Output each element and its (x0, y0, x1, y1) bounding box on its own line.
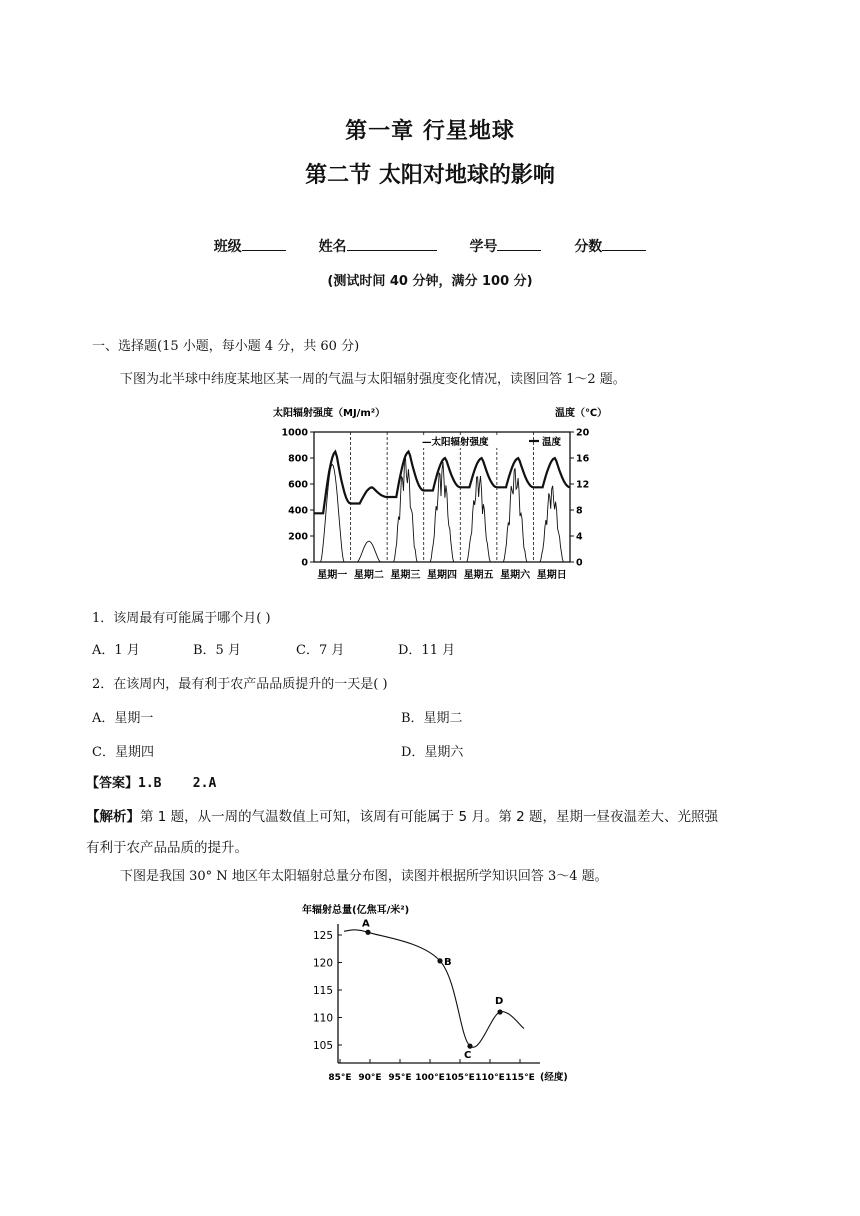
legend-radiation: —太阳辐射强度 (422, 437, 489, 448)
radiation-day-curve (540, 486, 563, 562)
explanation-label: 【解析】 (86, 809, 140, 825)
chart2-x-axis-label: (经度) (540, 1072, 568, 1083)
chart2-y-tick-label: 115 (312, 985, 333, 997)
chart1-left-tick-label: 800 (288, 453, 308, 465)
day-label: 星期三 (390, 570, 421, 581)
q2-option-b[interactable]: B．星期二 (401, 711, 463, 726)
chart1-left-tick-label: 400 (288, 505, 308, 517)
day-label: 星期六 (500, 570, 531, 581)
day-label: 星期四 (427, 570, 457, 581)
chart2-point-label: A (362, 918, 370, 930)
chart1-right-axis-label: 温度（℃） (555, 408, 608, 419)
radiation-day-curve (430, 462, 453, 562)
name-field[interactable] (319, 239, 437, 255)
id-field[interactable] (469, 239, 541, 255)
chart1-left-axis-label: 太阳辐射强度（MJ/m²） (273, 408, 386, 419)
chart2-point-a (365, 930, 370, 935)
chart1-legend (420, 435, 562, 448)
weekly-radiation-temperature-chart (270, 405, 608, 585)
question-1-stem: 1．该周最有可能属于哪个月( ) (92, 611, 271, 626)
q1-option-b[interactable]: B．5 月 (193, 643, 241, 658)
chart1-plot-frame (314, 432, 570, 562)
day-label: 星期日 (536, 570, 567, 581)
radiation-day-curve (357, 541, 380, 562)
chart2-y-tick-label: 105 (312, 1040, 333, 1052)
day-label: 星期一 (317, 570, 348, 581)
q1-option-d[interactable]: D．11 月 (398, 643, 456, 658)
question-intro-1: 下图为北半球中纬度某地区某一周的气温与太阳辐射强度变化情况，读图回答 1～2 题。 (120, 372, 626, 387)
score-label: 分数 (574, 239, 603, 255)
chart2-x-tick-label: 95°E (388, 1073, 412, 1083)
q1-option-c[interactable]: C．7 月 (296, 643, 345, 658)
class-field[interactable] (214, 239, 286, 255)
q2-option-d[interactable]: D．星期六 (401, 745, 464, 760)
question-intro-2: 下图是我国 30° N 地区年太阳辐射总量分布图，读图并根据所学知识回答 3～4 题。 (120, 869, 608, 884)
explanation-line-1 (86, 805, 718, 825)
chart2-point-d (497, 1009, 502, 1014)
chart2-point-b (437, 958, 442, 963)
chart2-point-label: C (464, 1050, 472, 1062)
chart1-left-tick-label: 200 (288, 531, 308, 543)
chart2-point-c (467, 1044, 472, 1049)
chart1-right-tick-label: 20 (576, 427, 590, 439)
class-label: 班级 (213, 239, 242, 255)
score-field[interactable] (574, 239, 646, 255)
chart2-x-tick-label: 105°E (445, 1073, 475, 1083)
q2-option-a[interactable]: A．星期一 (92, 711, 154, 726)
answer-text: 1.B 2.A (138, 776, 217, 791)
chart1-left-tick-label: 0 (301, 557, 308, 569)
chart2-x-tick-label: 90°E (358, 1073, 382, 1083)
chart1-left-tick-label: 1000 (281, 427, 308, 439)
chart2-x-tick-label: 110°E (475, 1073, 505, 1083)
section-heading: 一、选择题(15 小题，每小题 4 分，共 60 分) (92, 339, 360, 354)
chart2-y-tick-label: 125 (312, 930, 333, 942)
explanation-text-1: 第 1 题，从一周的气温数值上可知，该周有可能属于 5 月。第 2 题，星期一昼夜温差大、光照强 (140, 809, 719, 825)
chart1-right-tick-label: 0 (576, 557, 583, 569)
day-label: 星期五 (463, 570, 494, 581)
chart2-y-tick-label: 120 (312, 957, 333, 970)
test-info: (测试时间 40 分钟，满分 100 分) (327, 274, 533, 289)
chart1-right-tick-label: 16 (576, 453, 590, 465)
chart1-right-tick-label: 4 (576, 531, 583, 543)
q2-option-c[interactable]: C．星期四 (92, 745, 154, 760)
chart2-x-tick-label: 100°E (415, 1073, 445, 1083)
legend-temperature: 温度 (542, 437, 562, 448)
q1-option-a[interactable]: A．1 月 (92, 643, 140, 658)
student-info-line (0, 236, 860, 256)
chart1-right-tick-label: 12 (576, 479, 590, 491)
radiation-day-curve (467, 476, 490, 562)
chart2-point-label: D (495, 996, 504, 1007)
chart2-y-tick-label: 110 (312, 1012, 333, 1025)
chapter-title: 第一章 行星地球 (345, 119, 515, 144)
section-title: 第二节 太阳对地球的影响 (305, 163, 555, 188)
annual-radiation-longitude-chart (300, 900, 590, 1090)
day-label: 星期二 (353, 570, 384, 581)
chart2-point-label: B (444, 956, 452, 968)
chart2-x-tick-label: 115°E (505, 1073, 535, 1083)
name-label: 姓名 (318, 239, 347, 255)
radiation-curve (344, 930, 524, 1048)
temperature-series-line (314, 452, 570, 514)
explanation-line-2: 有利于农产品品质的提升。 (86, 840, 248, 856)
question-2-stem: 2．在该周内，最有利于农产品品质提升的一天是( ) (92, 677, 388, 692)
id-label: 学号 (469, 239, 498, 255)
chart2-y-axis-label: 年辐射总量(亿焦耳/米²) (302, 905, 410, 916)
answer-label: 【答案】 (86, 776, 139, 791)
chart1-right-tick-label: 8 (576, 505, 583, 517)
chart2-x-tick-label: 85°E (328, 1073, 352, 1083)
chart1-left-tick-label: 600 (288, 479, 308, 491)
answer-line (86, 772, 216, 791)
